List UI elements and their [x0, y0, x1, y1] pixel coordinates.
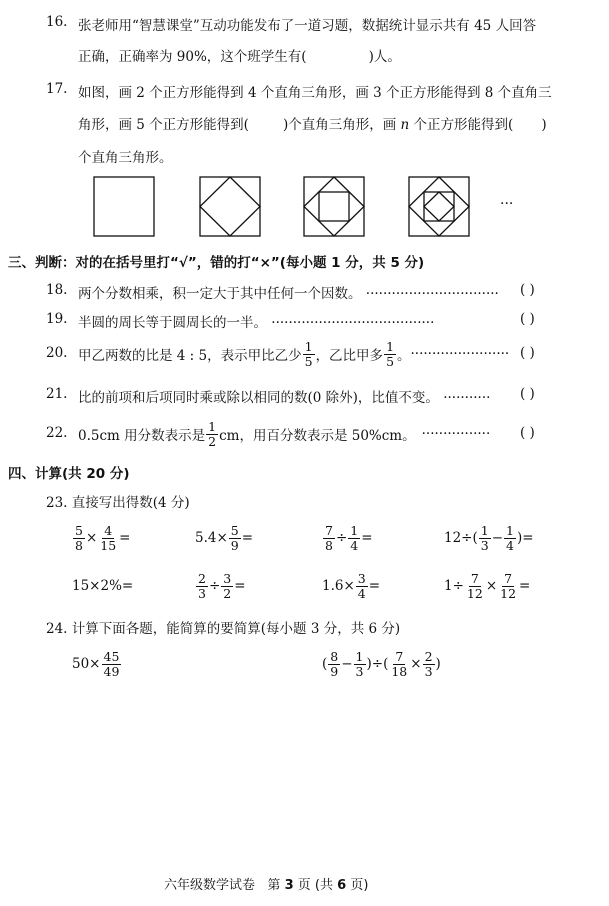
q23-r1-c: $\frac{7}{8}$ ÷ $\frac{1}{4}$ = [325, 523, 373, 553]
q23-r1-a: $\frac{5}{8}$ × $\frac{4}{15}$ = [75, 523, 131, 553]
figure-2-square [200, 177, 260, 236]
q20-answer-paren[interactable]: ( ) [520, 345, 535, 361]
q22-answer-paren[interactable]: ( ) [520, 425, 535, 441]
page-footer: 六年级数学试卷 第 3 页 (共 6 页) [164, 878, 369, 893]
q23-r1-d: 12÷( $\frac{1}{3}$ − $\frac{1}{4}$ )= [444, 523, 534, 553]
square-figures [0, 0, 609, 260]
figure-3-square [304, 177, 364, 236]
q21-number: 21. [46, 386, 68, 402]
q20-number: 20. [46, 345, 68, 361]
q18-text: 两个分数相乘，积一定大于其中任何一个因数。 ······························· [78, 286, 499, 302]
q17-line1: 如图，画 2 个正方形能得到 4 个直角三角形，画 3 个正方形能得到 8 个直角三 [78, 85, 552, 101]
q23-r2-d: 1÷ $\frac{7}{12}$ × $\frac{7}{12}$ = [444, 571, 531, 601]
q19-number: 19. [46, 311, 68, 327]
figure-4-inner-diamond [424, 192, 454, 221]
q21-text: 比的前项和后项同时乘或除以相同的数(0 除外)，比值不变。 ··········· [78, 390, 491, 406]
figure-1-square [94, 177, 154, 236]
q23-r1-b: 5.4× $\frac{5}{9}$ = [195, 523, 254, 553]
q23-r2-a: 15×2%= [72, 578, 134, 594]
figure-4-inner-square [424, 192, 454, 221]
q20-text: 甲乙两数的比是 4 : 5，表示甲比乙少 $\frac{1}{5}$ ，乙比甲多 $\frac{1}{5}$ 。 ······················· [78, 339, 510, 369]
q16-line2: 正确，正确率为 90%，这个班学生有( )人。 [78, 49, 401, 65]
q22-text: 0.5cm 用分数表示是 $\frac{1}{2}$ cm，用百分数表示是 50%cm。 ················ [78, 419, 491, 449]
fraction: $\frac{1}{5}$ [304, 339, 313, 369]
figure-2-diamond [200, 177, 260, 236]
q22-number: 22. [46, 425, 68, 441]
q24-a: 50× $\frac{45}{49}$ [72, 649, 120, 679]
q19-text: 半圆的周长等于圆周长的一半。 ······································ [78, 315, 435, 331]
q23-r2-c: 1.6× $\frac{3}{4}$ = [322, 571, 381, 601]
q17-line3: 个直角三角形。 [78, 150, 173, 166]
q23-r2-b: $\frac{2}{3}$ ÷ $\frac{3}{2}$ = [198, 571, 246, 601]
figure-4-square [409, 177, 469, 236]
figure-4-diamond [409, 177, 469, 236]
q24-b: ( $\frac{8}{9}$ − $\frac{1}{3}$ )÷( $\frac{7}{18}$ × $\frac{2}{3}$ ) [322, 649, 441, 679]
figure-3-inner-square [319, 192, 349, 221]
q18-answer-paren[interactable]: ( ) [520, 282, 535, 298]
figures-ellipsis: ··· [500, 196, 514, 212]
figure-3-diamond [304, 177, 364, 236]
fraction: $\frac{1}{2}$ [208, 419, 217, 449]
q18-number: 18. [46, 282, 68, 298]
q21-answer-paren[interactable]: ( ) [520, 386, 535, 402]
section-4-title: 四、计算(共 20 分) [8, 466, 130, 482]
q17-line2: 角形，画 5 个正方形能得到( )个直角三角形，画 n 个正方形能得到( ) [78, 117, 547, 133]
q16-line1: 张老师用“智慧课堂”互动功能发布了一道习题，数据统计显示共有 45 人回答 [78, 18, 537, 34]
q24-title: 24. 计算下面各题，能简算的要简算(每小题 3 分，共 6 分) [46, 621, 401, 637]
section-3-title: 三、判断：对的在括号里打“√”，错的打“×”(每小题 1 分，共 5 分) [8, 255, 425, 271]
fraction: $\frac{1}{5}$ [386, 339, 395, 369]
q17-number: 17. [46, 81, 68, 97]
q16-number: 16. [46, 14, 68, 30]
q23-title: 23. 直接写出得数(4 分) [46, 495, 190, 511]
q19-answer-paren[interactable]: ( ) [520, 311, 535, 327]
